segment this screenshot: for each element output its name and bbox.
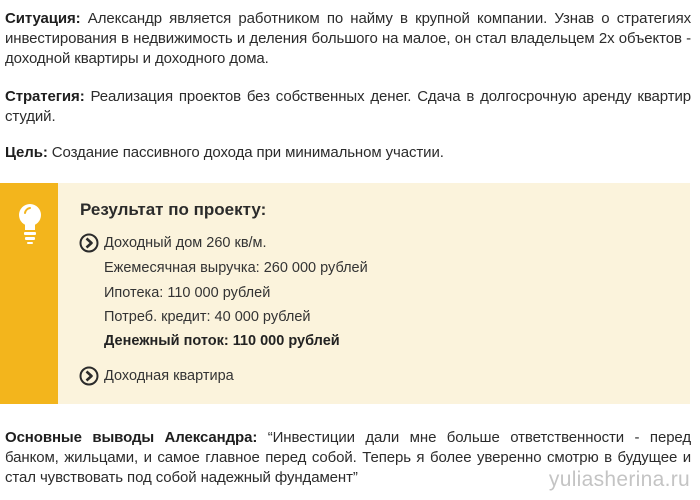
strategy-label: Стратегия: [5, 88, 85, 105]
situation-label: Ситуация: [5, 10, 81, 27]
bullet-arrow-icon [79, 233, 99, 253]
goal-label: Цель: [5, 144, 48, 161]
result-item-income-house: Доходный дом 260 кв/м. [104, 235, 267, 251]
result-box [0, 183, 690, 404]
bullet-arrow-icon [79, 366, 99, 386]
goal-paragraph [5, 143, 691, 163]
strategy-paragraph [5, 87, 691, 127]
result-cash-flow: Денежный поток: 110 000 рублей [104, 333, 340, 349]
result-title: Результат по проекту: [80, 200, 267, 219]
result-item-income-apartment: Доходная квартира [104, 368, 234, 384]
result-consumer-credit: Потреб. кредит: 40 000 рублей [104, 309, 311, 325]
conclusions-text: “Инвестиции дали мне больше ответственности - перед банком, жильцами, и самое главное перед собой. Теперь я более уверенно смотрю в будущее и стал чувствовать под собой надежный фундамент” [5, 429, 691, 486]
conclusions-label: Основные выводы Александра: [5, 429, 258, 446]
situation-text: Александр является работником по найму в крупной компании. Узнав о стратегиях инвестирования в недвижимость и деления большого на малое, он стал владельцем 2х объектов - доходной квартиры и доходного дома. [5, 10, 691, 67]
strategy-text: Реализация проектов без собственных денег. Сдача в долгосрочную аренду квартир студий. [5, 88, 691, 125]
result-accent-bar [0, 183, 58, 404]
situation-paragraph [5, 9, 691, 69]
site-watermark: yuliasherina.ru [548, 468, 690, 491]
result-revenue: Ежемесячная выручка: 260 000 рублей [104, 260, 368, 276]
result-mortgage: Ипотека: 110 000 рублей [104, 285, 271, 301]
lightbulb-icon [15, 202, 45, 246]
goal-text: Создание пассивного дохода при минимальном участии. [47, 144, 444, 161]
